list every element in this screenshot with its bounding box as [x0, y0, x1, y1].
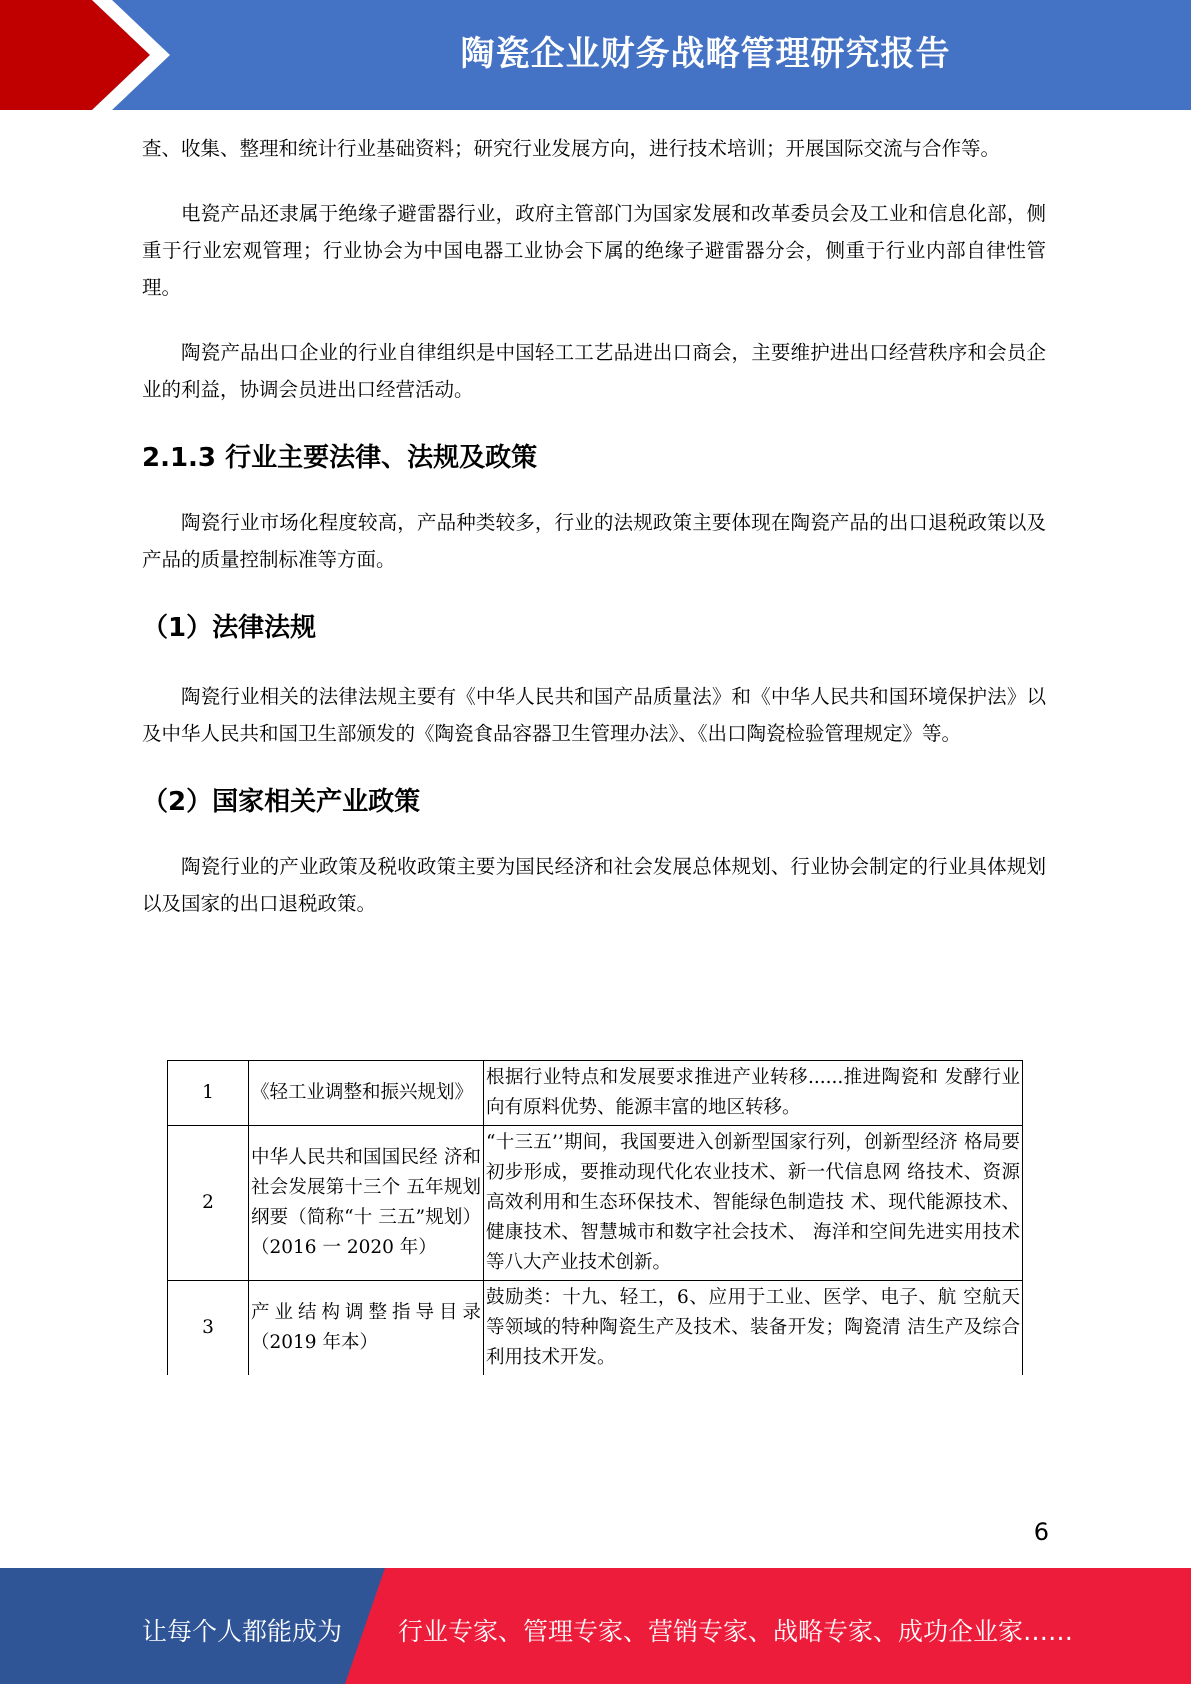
page-header — [0, 0, 1191, 110]
policy-name: 《轻工业调整和振兴规划》 — [249, 1061, 484, 1126]
footer-slogan-left: 让每个人都能成为 — [142, 1617, 343, 1646]
subheading-industry-policy: （2）国家相关产业政策 — [142, 787, 421, 817]
policy-name: 产业结构调整指导目录（2019 年本） — [249, 1281, 484, 1376]
table-row — [168, 1281, 1023, 1376]
paragraph-industry-policy: 陶瓷行业的产业政策及税收政策主要为国民经济和社会发展总体规划、行业协会制定的行业具体规划以及国家的出口退税政策。 — [142, 855, 1046, 915]
paragraph-market-policy: 陶瓷行业市场化程度较高，产品种类较多，行业的法规政策主要体现在陶瓷产品的出口退税政策以及产品的质量控制标准等方面。 — [142, 511, 1046, 571]
subheading-laws: （1）法律法规 — [142, 613, 317, 643]
page-footer — [0, 1568, 1191, 1684]
policy-description: 根据行业特点和发展要求推进产业转移......推进陶瓷和 发酵行业向有原料优势、能源丰富的地区转移。 — [484, 1061, 1023, 1126]
policy-name: 中华人民共和国国民经 济和社会发展第十三个 五年规划纲要（简称“十 三五”规划）（2016 一 2020 年） — [249, 1126, 484, 1281]
section-heading: 2.1.3 行业主要法律、法规及政策 — [142, 443, 538, 473]
row-number: 1 — [168, 1061, 249, 1126]
document-body — [142, 130, 1046, 922]
footer-slogan-right: 行业专家、管理专家、营销专家、战略专家、成功企业家…… — [398, 1617, 1074, 1646]
table-row — [168, 1126, 1023, 1281]
page-number: 6 — [1033, 1518, 1049, 1546]
policy-description: “十三五’’期间，我国要进入创新型国家行列，创新型经济 格局要初步形成，要推动现代化农业技术、新一代信息网 络技术、资源高效利用和生态环保技术、智能绿色制造技 术、现代能源技术、健康技术、智慧城市和数字社会技术、 海洋和空间先进实用技术等八大产业技术创新。 — [484, 1126, 1023, 1281]
paragraph-export-organization: 陶瓷产品出口企业的行业自律组织是中国轻工工艺品进出口商会，主要维护进出口经营秩序和会员企业的利益，协调会员进出口经营活动。 — [142, 341, 1046, 401]
table-row — [168, 1061, 1023, 1126]
row-number: 3 — [168, 1281, 249, 1376]
paragraph-laws: 陶瓷行业相关的法律法规主要有《中华人民共和国产品质量法》和《中华人民共和国环境保护法》以及中华人民共和国卫生部颁发的《陶瓷食品容器卫生管理办法》、《出口陶瓷检验管理规定》等。 — [142, 685, 1046, 745]
header-title: 陶瓷企业财务战略管理研究报告 — [460, 34, 951, 74]
row-number: 2 — [168, 1126, 249, 1281]
policy-table — [167, 1060, 1023, 1375]
policy-description: 鼓励类：十九、轻工，6、应用于工业、医学、电子、航 空航天等领域的特种陶瓷生产及技术、装备开发；陶瓷清 洁生产及综合利用技术开发。 — [484, 1281, 1023, 1376]
paragraph-continued: 查、收集、整理和统计行业基础资料；研究行业发展方向，进行技术培训；开展国际交流与合作等。 — [142, 137, 1001, 160]
paragraph-electric-porcelain: 电瓷产品还隶属于绝缘子避雷器行业，政府主管部门为国家发展和改革委员会及工业和信息化部，侧重于行业宏观管理；行业协会为中国电器工业协会下属的绝缘子避雷器分会，侧重于行业内部自律性管理。 — [142, 202, 1046, 299]
